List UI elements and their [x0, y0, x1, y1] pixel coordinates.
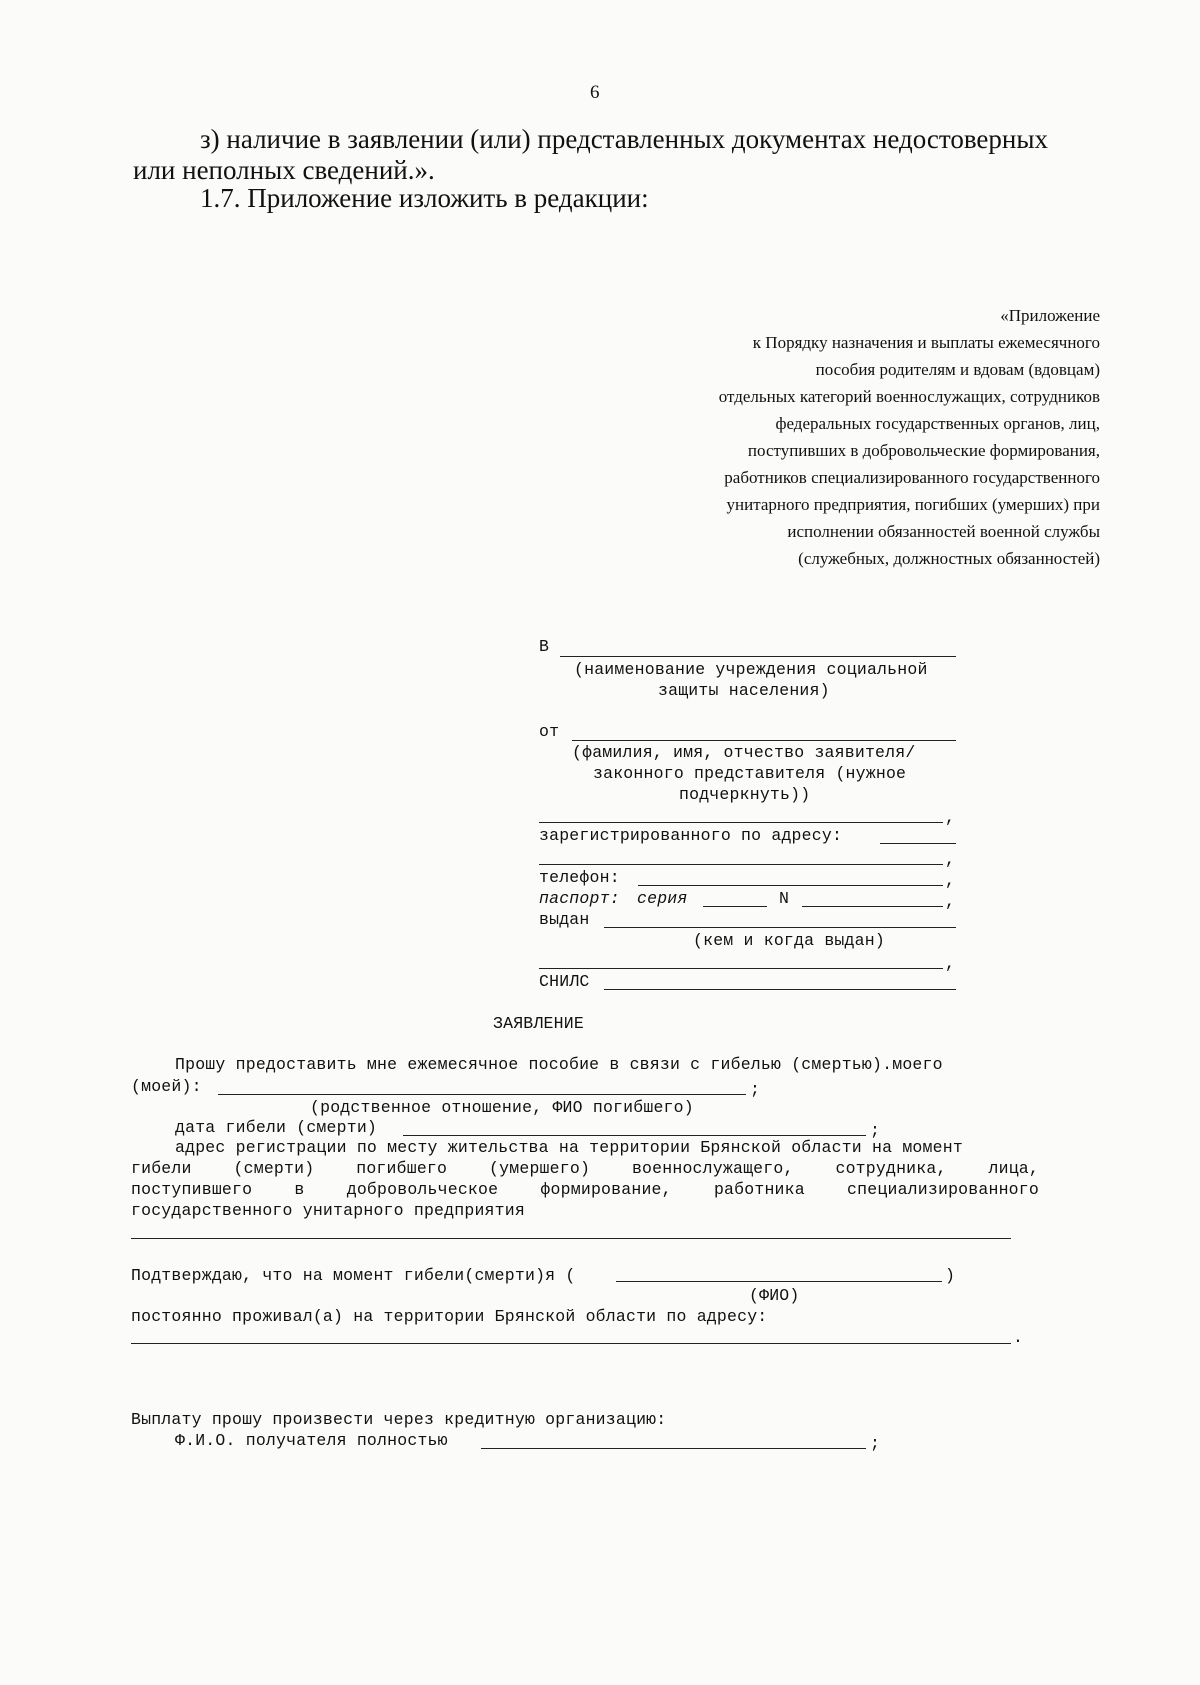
- intro-line-1: з) наличие в заявлении (или) представленных документах недостоверных: [200, 124, 1049, 154]
- phone-label: телефон:: [539, 868, 620, 887]
- from-hint-2: законного представителя (нужное: [593, 764, 907, 783]
- address-field[interactable]: [131, 1238, 1011, 1239]
- intro-line-3: 1.7. Приложение изложить в редакции:: [200, 183, 649, 213]
- statement-line-1: Прошу предоставить мне ежемесячное пособие в связи с гибелью (смертью).моего: [175, 1055, 943, 1074]
- address-line-4: государственного унитарного предприятия: [131, 1201, 525, 1220]
- address-line-3: поступившего в добровольческое формирование, работника специализированного: [131, 1180, 1039, 1199]
- comma-2: ,: [945, 850, 956, 869]
- address-line-2: гибели (смерти) погибшего (умершего) военнослужащего, сотрудника, лица,: [131, 1159, 1039, 1178]
- appendix-line-9: исполнении обязанностей военной службы: [787, 522, 1100, 541]
- appendix-line-1: «Приложение: [1000, 306, 1100, 325]
- passport-number-label: N: [779, 889, 790, 908]
- intro-line-2: или неполных сведений.».: [133, 155, 435, 185]
- semicolon-1: ;: [750, 1080, 761, 1099]
- registered-field-2[interactable]: [539, 864, 943, 865]
- appendix-line-10: (служебных, должностных обязанностей): [798, 549, 1100, 568]
- passport-series-field[interactable]: [703, 906, 767, 907]
- from-hint-3: подчеркнуть)): [679, 785, 811, 804]
- semicolon-2: ;: [870, 1121, 881, 1140]
- relation-hint: (родственное отношение, ФИО погибшего): [310, 1098, 694, 1117]
- appendix-line-5: федеральных государственных органов, лиц,: [775, 414, 1100, 433]
- appendix-line-4: отдельных категорий военнослужащих, сотрудников: [718, 387, 1100, 406]
- snils-field[interactable]: [604, 989, 956, 990]
- appendix-line-2: к Порядку назначения и выплаты ежемесячного: [752, 333, 1100, 352]
- comma-3: ,: [945, 871, 956, 890]
- period: .: [1013, 1328, 1024, 1347]
- registered-label: зарегистрированного по адресу:: [539, 826, 843, 845]
- passport-number-field[interactable]: [802, 906, 943, 907]
- passport-label: паспорт:: [539, 889, 620, 908]
- death-date-field[interactable]: [403, 1135, 866, 1136]
- to-hint-1: (наименование учреждения социальной: [574, 660, 928, 679]
- recipient-field[interactable]: [481, 1448, 866, 1449]
- comma-4: ,: [945, 892, 956, 911]
- appendix-line-6: поступивших в добровольческие формирования,: [747, 441, 1100, 460]
- to-hint-2: защиты населения): [658, 681, 830, 700]
- snils-label: СНИЛС: [539, 972, 590, 991]
- death-date-label: дата гибели (смерти): [175, 1118, 378, 1137]
- from-field-2[interactable]: [539, 822, 943, 823]
- issued-field[interactable]: [604, 927, 956, 928]
- appendix-line-7: работников специализированного государственного: [724, 468, 1100, 487]
- lived-address-field[interactable]: [131, 1343, 1011, 1344]
- from-hint-1: (фамилия, имя, отчество заявителя/: [572, 743, 916, 762]
- phone-field[interactable]: [638, 885, 943, 886]
- semicolon-3: ;: [870, 1434, 881, 1453]
- registered-field[interactable]: [880, 843, 956, 844]
- to-field[interactable]: [560, 656, 956, 657]
- confirm-label: Подтверждаю, что на момент гибели(смерти)я (: [131, 1266, 576, 1285]
- confirm-fio-field[interactable]: [616, 1281, 942, 1282]
- address-line-1: адрес регистрации по месту жительства на территории Брянской области на момент: [175, 1138, 963, 1157]
- issued-label: выдан: [539, 910, 590, 929]
- payout-label: Выплату прошу произвести через кредитную организацию:: [131, 1410, 667, 1429]
- passport-series-label: серия: [637, 889, 688, 908]
- lived-label: постоянно проживал(а) на территории Брянской области по адресу:: [131, 1307, 768, 1326]
- appendix-line-3: пособия родителям и вдовам (вдовцам): [815, 360, 1100, 379]
- from-field[interactable]: [572, 740, 956, 741]
- fio-hint: (ФИО): [749, 1286, 800, 1305]
- issued-field-2[interactable]: [539, 968, 943, 969]
- to-label: В: [539, 637, 550, 656]
- comma-1: ,: [945, 808, 956, 827]
- appendix-line-8: унитарного предприятия, погибших (умерших) при: [726, 495, 1100, 514]
- issued-hint: (кем и когда выдан): [693, 931, 885, 950]
- relation-field[interactable]: [218, 1094, 746, 1095]
- page-number: 6: [590, 82, 600, 103]
- statement-line-2-label: (моей):: [131, 1077, 202, 1096]
- recipient-label: Ф.И.О. получателя полностью: [175, 1431, 448, 1450]
- comma-5: ,: [945, 954, 956, 973]
- confirm-close: ): [945, 1266, 956, 1285]
- from-label: от: [539, 722, 560, 741]
- statement-title: ЗАЯВЛЕНИЕ: [493, 1014, 584, 1033]
